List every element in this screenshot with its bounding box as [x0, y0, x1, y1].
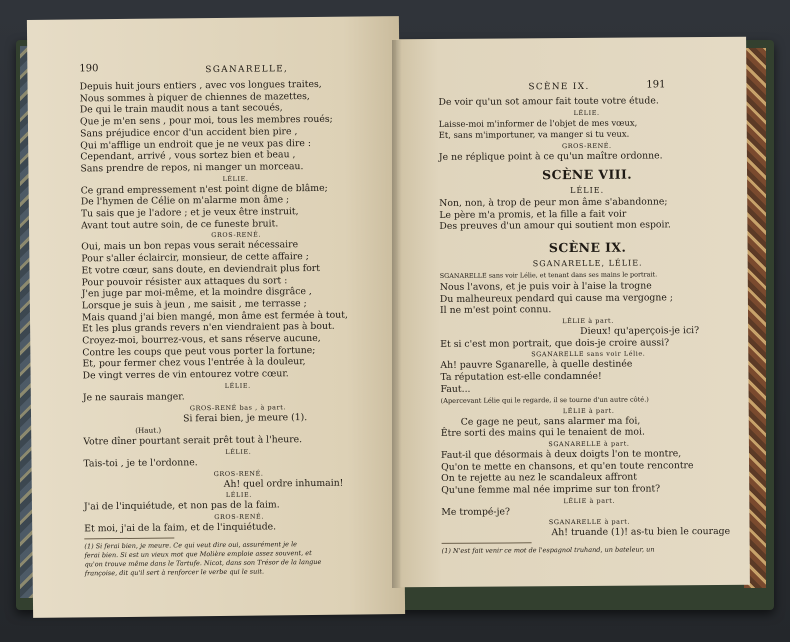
stage-direction: SGANARELLE à part.	[548, 518, 631, 527]
speaker-label: LÉLIE.	[573, 108, 600, 117]
verse-line: Ce grand empressement n'est point digne de blâme;	[80, 182, 328, 197]
scene-heading: SCÈNE VIII.	[542, 166, 632, 183]
verse-line: Le père m'a promis, et la fille a fait voir	[439, 208, 627, 221]
speaker-label: LÉLIE.	[225, 447, 252, 456]
book-gutter	[392, 40, 406, 588]
footnote-line: (1) Si ferai bien, je meure. Ce qui veut dire oui, assurément je le	[84, 539, 298, 551]
footnote-rule	[442, 542, 532, 544]
verse-block	[81, 239, 392, 383]
stage-direction: LÉLIE à part.	[562, 406, 615, 415]
verse-line: Me trompé-je?	[441, 506, 510, 518]
verse-line: Ah! quel ordre inhumain!	[223, 477, 344, 490]
speaker-label: LÉLIE.	[225, 491, 252, 500]
verse-line: Lorsque je suis à jeun , me saisit , me terrasse ;	[81, 298, 307, 312]
verse-line: Croyez-moi, bourrez-vous, et sans réserve aucune,	[82, 332, 321, 347]
footnote-line: françoise, dit qu'il sert à renforcer le verbe qui le suit.	[84, 567, 265, 578]
verse-line: Laisse-moi m'informer de l'objet de mes vœux,	[438, 117, 638, 129]
verse-line: Pour s'aller éclaircir, monsieur, de cette affaire ;	[81, 251, 309, 265]
page-number: 190	[79, 63, 99, 75]
speaker-label: GROS-RENÉ.	[213, 469, 264, 478]
footnote-line: qu'on trouve même dans le Tartufe. Nicot, dans son Trésor de la langue	[84, 557, 322, 569]
verse-line: Et moi, j'ai de la faim, et de l'inquiétude.	[84, 521, 277, 535]
verse-line: Mais quand j'ai bien mangé, mon âme est fermée à tout,	[81, 309, 348, 324]
verse-line: Et, pour fermer chez vous l'entrée à la douleur,	[82, 356, 306, 370]
verse-line: Sans prendre de repos, ni manger un morceau.	[80, 160, 304, 175]
verse-line: Faut...	[440, 383, 471, 395]
verse-block	[81, 182, 391, 232]
verse-block	[80, 78, 391, 175]
verse-line: Ce gage ne peut, sans alarmer ma foi,	[460, 415, 641, 428]
verse-line: De voir qu'un sot amour fait toute votre étude.	[438, 95, 659, 108]
verse-line: Non, non, à trop de peur mon âme s'abandonne;	[439, 196, 668, 209]
verse-line: Cependant, arrivé , vous sortez bien et beau ,	[80, 149, 296, 163]
verse-line: Depuis huit jours entiers , avec vos longues traites,	[79, 78, 322, 93]
stage-direction: (Haut.)	[135, 425, 162, 436]
verse-line: Pour pouvoir résister aux attaques du sort :	[81, 274, 288, 288]
left-page	[27, 16, 405, 618]
verse-line: Sans préjudice encor d'un accident bien pire ,	[80, 125, 298, 140]
scene-heading: SCÈNE IX.	[548, 239, 627, 256]
verse-line: Qu'on te mette en chansons, et qu'en toute rencontre	[441, 459, 694, 473]
stage-direction: SGANARELLE à part.	[548, 439, 630, 449]
verse-line: Faut-il que désormais à deux doigts l'on te montre,	[440, 448, 682, 461]
footnote	[84, 539, 394, 578]
stage-direction: GROS-RENÉ bas , à part.	[189, 402, 287, 412]
footnote-line: (1) N'est fait venir ce mot de l'espagnol truhand, un bateleur, un	[441, 545, 655, 556]
scene-characters: SGANARELLE, LÉLIE.	[532, 258, 643, 269]
verse-line: De l'hymen de Célie on m'alarme mon âme ;	[80, 194, 290, 208]
verse-line: Il ne m'est point connu.	[439, 304, 552, 317]
verse-line: Avant tout autre soin, de ce funeste bruit.	[80, 218, 279, 232]
verse-line: Je ne saurais manger.	[82, 391, 185, 404]
verse-line: Votre dîner pourtant serait prêt tout à l'heure.	[83, 434, 303, 448]
verse-line: Qu'une femme mal née imprime sur ton front?	[441, 483, 661, 496]
verse-line: Je ne réplique point à ce qu'un maître ordonne.	[438, 150, 663, 164]
verse-line: Et les plus grands revers n'en viendraient pas à bout.	[82, 321, 335, 335]
verse-line: Et votre cœur, sans doute, en deviendrait plus fort	[81, 262, 321, 277]
verse-line: De qui le train maudit nous a tant secoués,	[79, 102, 283, 116]
running-head: SGANARELLE,	[205, 64, 289, 76]
stage-direction: SGANARELLE sans voir Lélie, et tenant dans ses mains le portrait.	[439, 270, 658, 280]
verse-line: Nous sommes à piquer de chiennes de mazettes,	[79, 90, 310, 105]
verse-line: Nous l'avons, et je puis voir à l'aise la trogne	[439, 280, 652, 293]
scene-characters: LÉLIE.	[570, 185, 605, 195]
verse-line: J'ai de l'inquiétude, et non pas de la faim.	[83, 499, 280, 513]
right-page	[396, 37, 750, 587]
verse-line: Ah! truande (1)! as-tu bien le courage	[551, 526, 731, 539]
speaker-label: LÉLIE.	[222, 174, 249, 183]
speaker-label: GROS-RENÉ.	[561, 141, 612, 151]
stage-direction: (Apercevant Lélie qui le regarde, il se tourne d'un autre côté.)	[440, 395, 649, 405]
verse-line: Oui, mais un bon repas vous serait nécessaire	[81, 239, 299, 253]
stage-direction: LÉLIE à part.	[562, 316, 614, 326]
stage-direction: LÉLIE à part.	[563, 496, 616, 505]
verse-line: Si ferai bien, je meure (1).	[183, 411, 308, 424]
verse-line: Tais-toi , je te l'ordonne.	[83, 457, 198, 470]
verse-line: On te rejette au nez le scandaleux affront	[441, 471, 638, 485]
verse-line: Ta réputation est-elle condamnée!	[440, 370, 602, 384]
verse-line: Être sorti des mains qui le tenaient de moi.	[440, 426, 645, 440]
verse-line: Et, sans m'importuner, va manger si tu veux.	[438, 129, 630, 141]
stage-direction: SGANARELLE sans voir Lélie.	[531, 349, 646, 359]
speaker-label: LÉLIE.	[224, 381, 251, 390]
verse-line: J'en juge par moi-même, et la moindre disgrâce ,	[81, 286, 312, 300]
verse-line: Du malheureux pendard qui cause ma vergogne ;	[439, 291, 673, 305]
running-head: SCÈNE IX.	[528, 81, 590, 93]
verse-line: Ah! pauvre Sganarelle, à quelle destinée	[440, 359, 633, 372]
speaker-label: GROS-RENÉ.	[214, 512, 264, 522]
footnote-rule	[84, 537, 174, 539]
right-text-column	[438, 95, 737, 556]
page-number: 191	[646, 79, 666, 91]
verse-line: Tu sais que je l'adore ; et je veux être instruit,	[80, 206, 299, 220]
verse-line: Des preuves d'un amour qui soutient mon espoir.	[439, 219, 671, 233]
verse-line: Que je m'en sens , pour moi, tous les membres roués;	[79, 113, 333, 128]
footnote-line: ferai bien. Si est un vieux mot que Molière emploie assez souvent, et	[84, 548, 312, 560]
speaker-label: GROS-RENÉ.	[211, 230, 262, 240]
verse-line: Et si c'est mon portrait, que dois-je croire aussi?	[440, 337, 670, 350]
verse-line: De vingt verres de vin entourez votre cœur.	[82, 368, 289, 382]
left-text-column	[80, 78, 395, 578]
verse-line: Dieux! qu'aperçois-je ici?	[580, 325, 700, 337]
verse-line: Qui m'afflige un endroit que je ne veux pas dire :	[80, 137, 312, 151]
verse-line: Contre les coups que peut vous porter la fortune;	[82, 344, 316, 359]
